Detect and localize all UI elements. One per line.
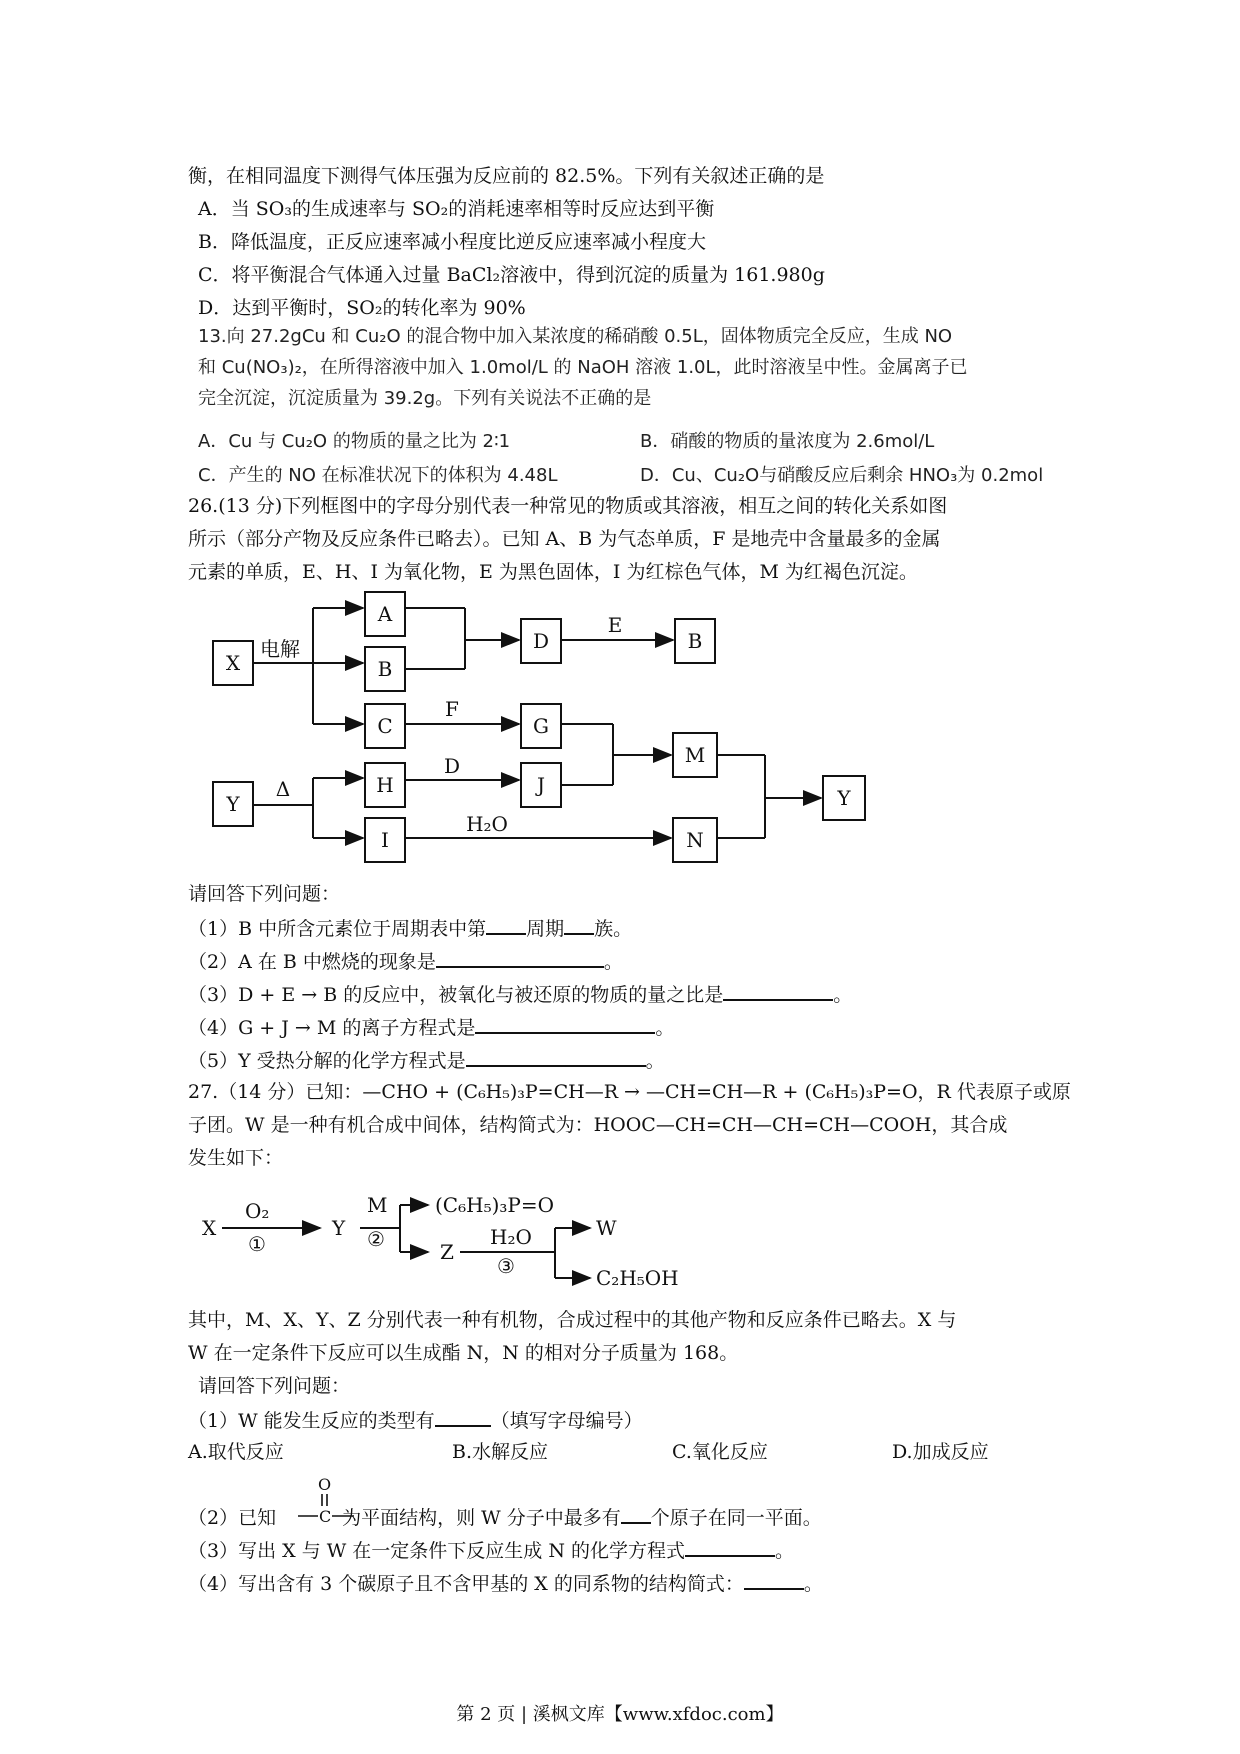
q12-stem-line: 衡，在相同温度下测得气体压强为反应前的 82.5%。下列有关叙述正确的是: [188, 165, 825, 187]
q27-subquestion-2: （2）已知 为平面结构，则 W 分子中最多有 个原子在同一平面。: [188, 1504, 822, 1530]
q27-stem-line3: 发生如下：: [188, 1147, 284, 1169]
label-c: C: [377, 714, 393, 738]
scheme-x: X: [202, 1216, 217, 1240]
label-e: E: [607, 613, 623, 637]
q13-option-d: D．Cu、Cu₂O与硝酸反应后剩余 HNO₃为 0.2mol: [640, 465, 1044, 486]
label-y: Y: [226, 792, 240, 816]
q13-stem-line3: 完全沉淀，沉淀质量为 39.2g。下列有关说法不正确的是: [198, 388, 652, 409]
q27-stem-line4: 其中，M、X、Y、Z 分别代表一种有机物，合成过程中的其他产物和反应条件已略去。X 与: [188, 1309, 957, 1331]
q13-option-a: A．Cu 与 Cu₂O 的物质的量之比为 2∶1: [198, 431, 511, 452]
q27-stem-line5: W 在一定条件下反应可以生成酯 N，N 的相对分子质量为 168。: [188, 1342, 739, 1364]
q27-option-d: D.加成反应: [892, 1441, 989, 1463]
label-j: J: [536, 773, 546, 797]
q13-stem-line1: 13.向 27.2gCu 和 Cu₂O 的混合物中加入某浓度的稀硝酸 0.5L，固体物质完全反应，生成 NO: [198, 326, 953, 347]
scheme-o2: O₂: [245, 1199, 270, 1223]
label-electrolysis: 电解: [260, 637, 300, 661]
scheme-step1: ①: [248, 1232, 266, 1256]
label-x: X: [225, 651, 241, 675]
scheme-m: M: [367, 1193, 388, 1217]
q26-subquestion-3: （3）D + E → B 的反应中，被氧化与被还原的物质的量之比是 。: [188, 981, 852, 1007]
q27-subquestion-3: （3）写出 X 与 W 在一定条件下反应生成 N 的化学方程式 。: [188, 1537, 794, 1563]
scheme-w: W: [596, 1216, 617, 1240]
q27-subquestion-1: （1）W 能发生反应的类型有 （填写字母编号）: [188, 1407, 643, 1433]
label-a: A: [377, 602, 393, 626]
q26-subquestion-4: （4）G + J → M 的离子方程式是 。: [188, 1014, 674, 1040]
q13-stem-line2: 和 Cu(NO₃)₂，在所得溶液中加入 1.0mol/L 的 NaOH 溶液 1.0L，此时溶液呈中性。金属离子已: [198, 357, 968, 378]
q26-prompt: 请回答下列问题：: [188, 883, 341, 905]
label-i: I: [381, 828, 389, 852]
q27-option-b: B.水解反应: [452, 1441, 549, 1463]
label-d2: D: [443, 754, 461, 778]
q26-subquestion-5: （5）Y 受热分解的化学方程式是 。: [188, 1047, 665, 1073]
label-d: D: [532, 629, 550, 653]
scheme-z: Z: [440, 1240, 454, 1264]
label-b: B: [377, 657, 393, 681]
label-heat: Δ: [275, 777, 291, 801]
carbonyl-o: O: [318, 1475, 332, 1494]
q13-option-c: C．产生的 NO 在标准状况下的体积为 4.48L: [198, 465, 558, 486]
scheme-step2: ②: [367, 1227, 385, 1251]
scheme-ethanol: C₂H₅OH: [596, 1266, 679, 1290]
label-h2o: H₂O: [466, 812, 508, 836]
scheme-y: Y: [332, 1216, 346, 1240]
scheme-product-phosphine-oxide: (C₆H₅)₃P=O: [435, 1193, 555, 1217]
q26-stem-line3: 元素的单质，E、H、I 为氧化物，E 为黑色固体，I 为红棕色气体，M 为红褐色沉淀。: [188, 561, 918, 583]
q12-option-d: D．达到平衡时，SO₂的转化率为 90%: [198, 297, 526, 319]
label-n: N: [686, 828, 704, 852]
q26-stem-line1: 26.(13 分)下列框图中的字母分别代表一种常见的物质或其溶液，相互之间的转化关系如图: [188, 495, 948, 517]
q26-subquestion-1: （1）B 中所含元素位于周期表中第 周期 族。: [188, 915, 632, 941]
q12-option-c: C．将平衡混合气体通入过量 BaCl₂溶液中，得到沉淀的质量为 161.980g: [198, 264, 825, 286]
carbonyl-c: C: [319, 1507, 332, 1526]
scheme-step3: ③: [497, 1254, 515, 1278]
q27-option-a: A.取代反应: [188, 1441, 284, 1463]
q27-subquestion-4: （4）写出含有 3 个碳原子且不含甲基的 X 的同系物的结构简式： 。: [188, 1570, 823, 1596]
q26-subquestion-2: （2）A 在 B 中燃烧的现象是 。: [188, 948, 623, 974]
q27-option-c: C.氧化反应: [672, 1441, 768, 1463]
label-y2: Y: [837, 786, 851, 810]
label-h: H: [376, 773, 394, 797]
scheme-h2o: H₂O: [490, 1225, 532, 1249]
q27-stem-line2: 子团。W 是一种有机合成中间体，结构简式为：HOOC—CH=CH—CH=CH—COOH，其合成: [188, 1114, 1008, 1136]
label-m: M: [684, 743, 706, 767]
q12-option-a: A．当 SO₃的生成速率与 SO₂的消耗速率相等时反应达到平衡: [198, 198, 715, 220]
label-f: F: [445, 697, 459, 721]
q27-prompt: 请回答下列问题：: [198, 1375, 351, 1397]
page-footer: 第 2 页 | 溪枫文库【www.xfdoc.com】: [456, 1704, 784, 1725]
q12-option-b: B．降低温度，正反应速率减小程度比逆反应速率减小程度大: [198, 231, 706, 253]
q26-stem-line2: 所示（部分产物及反应条件已略去）。已知 A、B 为气态单质，F 是地壳中含量最多的金属: [188, 528, 941, 550]
label-g: G: [533, 714, 549, 738]
q13-option-b: B．硝酸的物质的量浓度为 2.6mol/L: [640, 431, 935, 452]
q27-stem-line1: 27.（14 分）已知：—CHO + (C₆H₅)₃P=CH—R → —CH=CH—R + (C₆H₅)₃P=O，R 代表原子或原: [188, 1081, 1071, 1103]
label-b2: B: [687, 629, 703, 653]
